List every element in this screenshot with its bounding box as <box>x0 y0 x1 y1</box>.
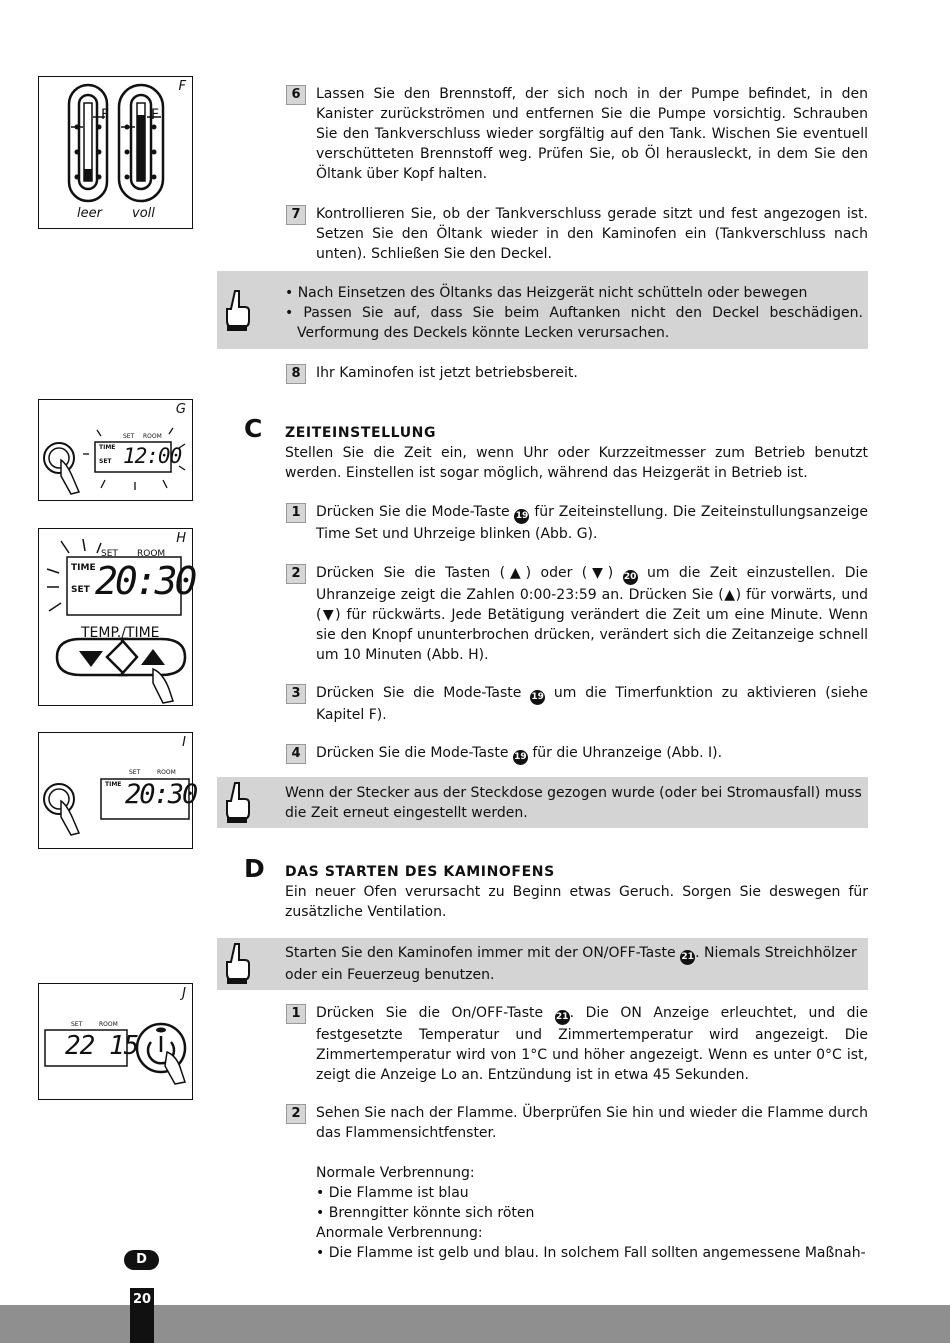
combustion-list <box>316 1163 868 1263</box>
lcd-set-label: SET <box>129 769 141 776</box>
step-number: 2 <box>286 564 306 584</box>
figure-g-time-set <box>38 399 193 501</box>
figure-j-on-off <box>38 983 193 1100</box>
step-c1-text: Drücken Sie die Mode-Taste 19 für Zeiteinstellung. Die Zeiteinstullungsanzeige Time Set und Uhrzeige blinken (Abb. G). <box>316 504 869 542</box>
ref-number: 19 <box>530 690 545 705</box>
step-c4-text: Drücken Sie die Mode-Taste 19 für die Uhranzeige (Abb. I). <box>316 743 868 765</box>
figure-i-clock-display <box>38 732 197 849</box>
lcd-room-label: ROOM <box>157 769 176 776</box>
figure-label: I <box>182 735 186 750</box>
ref-number: 20 <box>623 570 638 585</box>
lcd-room-label: ROOM <box>137 549 166 559</box>
ref-number: 19 <box>513 750 528 765</box>
abnormal-title: Anormale Verbrennung: <box>316 1225 483 1241</box>
step-number: 2 <box>286 1104 306 1124</box>
step-number: 7 <box>286 205 306 225</box>
gauge-mark-left: F <box>101 107 110 123</box>
list-item: • Die Flamme ist gelb und blau. In solchem Fall sollten angemessene Maßnah- <box>316 1245 866 1261</box>
language-badge: D <box>124 1250 159 1270</box>
note-line-3: Verformung des Deckels könnte Lecken verursachen. <box>297 325 670 341</box>
section-letter-c: C <box>244 414 263 443</box>
lcd-digits: 20:30 <box>125 779 197 810</box>
note-box <box>217 271 868 349</box>
caption-empty: leer <box>77 206 102 221</box>
lcd-time-label: TIME <box>71 563 96 573</box>
figure-h-adjust-time <box>38 528 193 706</box>
temp-time-button-label: TEMP./TIME <box>81 625 160 641</box>
section-heading: ZEITEINSTELLUNG <box>285 425 437 441</box>
step-6-text: Lassen Sie den Brennstoff, der sich noch in der Pumpe befindet, in den Kanister zurückströmen und entfernen Sie die Pumpe vorsichtig. Schrauben Sie den Tankverschluss wieder sorgfältig auf den Tank. Wischen Sie eventuell verschütteten Brennstoff weg. Prüfen Sie, ob Öl herausleckt, in dem Sie den Öltank über Kopf halten. <box>316 86 868 182</box>
figure-label: F <box>178 79 186 94</box>
lcd-set-label: SET <box>123 433 135 440</box>
step-number: 1 <box>286 503 306 523</box>
lcd-set-label: SET <box>71 1021 83 1028</box>
section-letter-d: D <box>244 854 265 883</box>
note-line-1: • Nach Einsetzen des Öltanks das Heizgerät nicht schütteln oder bewegen <box>285 285 808 301</box>
step-c2-text: Drücken Sie die Tasten (▲) oder (▼) 20 um die Zeit einzustellen. Die Uhranzeige zeigt die Zahlen 0:00-23:59 an. Drücken Sie (▲) für vorwärts, und (▼) für rückwärts. Jede Betätigung verändert die Zeit um eine Minute. Wenn sie den Knopf ununterbrochen drücken, verändert sich die Zeitanzeige schnell um 10 Minuten (Abb. H). <box>316 565 869 663</box>
lcd-set-label: SET <box>101 549 118 559</box>
step-number: 8 <box>286 364 306 384</box>
lcd-digits: 20:30 <box>95 559 195 603</box>
step-number: 6 <box>286 85 306 105</box>
figure-label: G <box>175 402 186 417</box>
note-box <box>217 777 868 828</box>
ref-number: 19 <box>514 509 529 524</box>
step-8-text: Ihr Kaminofen ist jetzt betriebsbereit. <box>316 365 578 381</box>
step-number: 4 <box>286 744 306 764</box>
note-box <box>217 938 868 990</box>
section-heading: DAS STARTEN DES KAMINOFENS <box>285 864 555 880</box>
pointing-hand-icon <box>223 942 253 986</box>
lcd-room-label: ROOM <box>99 1021 118 1028</box>
figure-f-fuel-gauge <box>38 76 193 229</box>
figure-label: J <box>182 986 186 1001</box>
step-d2-text: Sehen Sie nach der Flamme. Überprüfen Sie hin und wieder die Flamme durch das Flammensichtfenster. <box>316 1105 868 1141</box>
lcd-time-label: TIME <box>105 781 122 788</box>
caption-full: voll <box>132 206 155 221</box>
section-intro: Ein neuer Ofen verursacht zu Beginn etwas Geruch. Sorgen Sie deswegen für zusätzliche Ventilation. <box>285 884 868 920</box>
note-text: Starten Sie den Kaminofen immer mit der ON/OFF-Taste 21. Niemals Streichhölzer oder ein Feuerzeug benutzen. <box>285 945 857 983</box>
ref-number: 21 <box>680 950 695 965</box>
normal-list <box>316 1183 868 1223</box>
page-number: 20 <box>130 1288 154 1343</box>
note-text: Wenn der Stecker aus der Steckdose gezogen wurde (oder bei Stromausfall) muss die Zeit erneut eingestellt werden. <box>285 785 862 821</box>
list-item: • Die Flamme ist blau <box>316 1185 469 1201</box>
note-line-2: • Passen Sie auf, dass Sie beim Auftanken nicht den Deckel beschädigen. <box>285 305 863 321</box>
list-item: • Brenngitter könnte sich röten <box>316 1205 535 1221</box>
step-number: 1 <box>286 1004 306 1024</box>
pointing-hand-icon <box>223 781 253 825</box>
step-number: 3 <box>286 684 306 704</box>
lcd-room-label: ROOM <box>143 433 162 440</box>
step-c3-text: Drücken Sie die Mode-Taste 19 um die Timerfunktion zu aktivieren (siehe Kapitel F). <box>316 685 869 723</box>
gauge-mark-right: F <box>151 107 160 123</box>
lcd-digits: 12:00 <box>123 444 182 468</box>
lcd-set-small: SET <box>71 585 90 595</box>
step-d1-text: Drücken Sie die On/OFF-Taste 21. Die ON Anzeige erleuchtet, und die festgesetzte Temperatur und Zimmertemperatur wird angezeigt. Die Zimmertemperatur wird von 1°C und höher angezeigt. Wenn es unter 0°C ist, zeigt die Anzeige Lo an. Entzündung ist in etwa 45 Sekunden. <box>316 1005 869 1083</box>
fuel-gauge-icon <box>39 77 191 227</box>
abnormal-list <box>316 1243 868 1263</box>
lcd-set-small: SET <box>99 458 112 465</box>
section-intro: Stellen Sie die Zeit ein, wenn Uhr oder Kurzzeitmesser zum Betrieb benutzt werden. Einstellen ist sogar möglich, während das Heizgerät in Betrieb ist. <box>285 445 868 481</box>
lcd-time-label: TIME <box>99 444 116 451</box>
figure-label: H <box>176 531 186 546</box>
normal-title: Normale Verbrennung: <box>316 1165 475 1181</box>
step-7-text: Kontrollieren Sie, ob der Tankverschluss gerade sitzt und fest angezogen ist. Setzen Sie den Öltank wieder in den Kaminofen ein (Tankverschluss nach unten). Schließen Sie den Deckel. <box>316 206 868 262</box>
pointing-hand-icon <box>223 289 253 333</box>
ref-number: 21 <box>555 1010 570 1025</box>
lcd-digits: 22 15 <box>65 1031 139 1061</box>
